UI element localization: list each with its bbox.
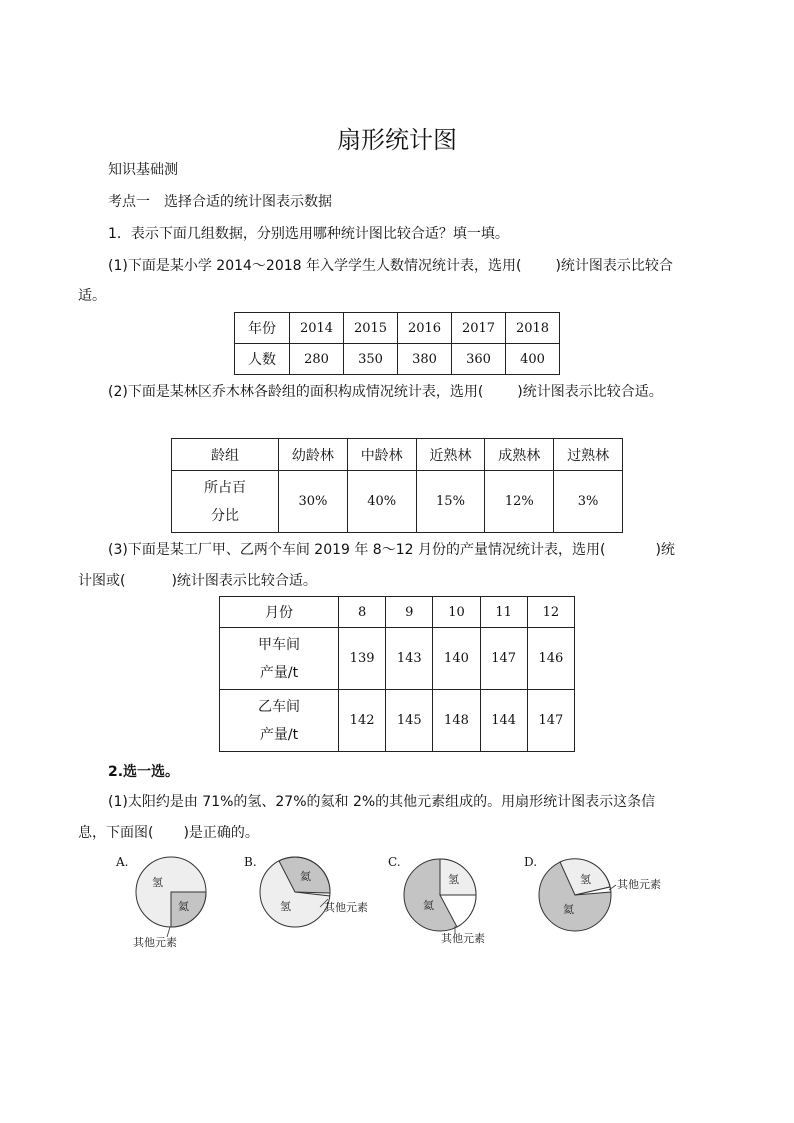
label-line: 甲车间 (258, 636, 300, 653)
question-1-part-2 (108, 382, 663, 402)
table-cell: 12 (527, 597, 574, 628)
label-line: 产量/t (259, 726, 299, 743)
q1-p2-text-b: )统计图表示比较合适。 (517, 384, 663, 400)
option-a-pie[interactable] (120, 850, 230, 955)
table-cell: 2015 (344, 313, 398, 344)
option-c-pie[interactable] (395, 850, 505, 950)
table-cell: 9 (386, 597, 433, 628)
table-header-workshop-b (220, 690, 339, 752)
q2-p1-text-b: 息，下面图( (78, 825, 154, 841)
q1-p3-text-d: )统计图表示比较合适。 (171, 573, 317, 589)
label-line: 产量/t (259, 664, 299, 681)
table-cell: 147 (527, 690, 574, 752)
q1-p1-text-c: 适。 (78, 288, 106, 304)
table-cell: 8 (339, 597, 386, 628)
table-cell: 144 (480, 690, 527, 752)
pie-label: 氦 (563, 903, 574, 916)
table-cell: 15% (416, 471, 485, 533)
question-1-part-3 (108, 540, 675, 560)
q1-p3-text-a: (3)下面是某工厂甲、乙两个车间 2019 年 8～12 月份的产量情况统计表，选用( (108, 542, 606, 558)
table-cell: 146 (527, 628, 574, 690)
table-cell: 139 (339, 628, 386, 690)
table-cell: 3% (554, 471, 623, 533)
pie-label: 其他元素 (133, 936, 177, 949)
q1-p3-text-c: 计图或( (78, 573, 126, 589)
section-heading: 知识基础测 (108, 162, 178, 178)
table-cell: 2016 (398, 313, 452, 344)
q1-p1-text-a: (1)下面是某小学 2014～2018 年入学学生人数情况统计表，选用( (108, 258, 522, 274)
label-line: 乙车间 (258, 698, 300, 715)
question-2-part-1-cont (78, 823, 259, 843)
label-line: 分比 (211, 507, 239, 524)
table-cell: 2014 (290, 313, 344, 344)
table-cell: 400 (506, 344, 560, 375)
option-d-pie[interactable] (530, 850, 700, 940)
pie-label: 氢 (280, 900, 291, 913)
q1-p1-text-b: )统计图表示比较合 (555, 258, 673, 274)
table-cell: 140 (433, 628, 480, 690)
table-cell: 360 (452, 344, 506, 375)
pie-label: 氢 (152, 876, 163, 889)
table-cell: 2017 (452, 313, 506, 344)
option-b-letter: B. (244, 855, 257, 869)
table-cell: 2018 (506, 313, 560, 344)
table-cell: 过熟林 (554, 439, 623, 471)
table-cell: 10 (433, 597, 480, 628)
pie-label: 氦 (178, 900, 189, 913)
table-cell: 280 (290, 344, 344, 375)
question-2-heading: 2.选一选。 (108, 764, 180, 780)
q1-p3-text-b: )统 (655, 542, 675, 558)
pie-label: 氦 (300, 870, 311, 883)
option-b-pie[interactable] (250, 850, 380, 930)
pie-label: 氢 (580, 873, 591, 886)
question-2-part-1: (1)太阳约是由 71%的氢、27%的氦和 2%的其他元素组成的。用扇形统计图表示这条信 (108, 794, 656, 810)
table-cell: 350 (344, 344, 398, 375)
topic-heading: 考点一 选择合适的统计图表示数据 (108, 194, 332, 210)
enrollment-table (234, 312, 560, 375)
page-title: 扇形统计图 (337, 126, 457, 154)
table-cell: 380 (398, 344, 452, 375)
question-1-part-1 (108, 256, 673, 276)
question-1-part-3-cont (78, 571, 317, 591)
table-cell: 成熟林 (485, 439, 554, 471)
pie-label: 其他元素 (441, 932, 485, 945)
table-header-percent (172, 471, 279, 533)
forest-age-table (171, 438, 623, 533)
table-cell: 中龄林 (347, 439, 416, 471)
question-1-stem: 1．表示下面几组数据，分别选用哪种统计图比较合适？填一填。 (108, 226, 509, 242)
table-cell: 幼龄林 (279, 439, 348, 471)
q1-p2-text-a: (2)下面是某林区乔木林各龄组的面积构成情况统计表，选用( (108, 384, 484, 400)
label-line: 所占百 (204, 479, 246, 496)
option-c-letter: C. (388, 855, 401, 869)
pie-label: 其他元素 (324, 901, 368, 914)
table-header-group: 龄组 (172, 439, 279, 471)
q2-p1-text-c: )是正确的。 (183, 825, 259, 841)
table-cell: 11 (480, 597, 527, 628)
pie-label: 氦 (423, 899, 434, 912)
table-cell: 143 (386, 628, 433, 690)
table-cell: 145 (386, 690, 433, 752)
table-header-year: 年份 (235, 313, 290, 344)
table-header-month: 月份 (220, 597, 339, 628)
option-d-letter: D. (524, 855, 538, 869)
table-cell: 147 (480, 628, 527, 690)
table-cell: 148 (433, 690, 480, 752)
table-cell: 30% (279, 471, 348, 533)
table-header-count: 人数 (235, 344, 290, 375)
table-cell: 40% (347, 471, 416, 533)
pie-label: 氢 (448, 873, 459, 886)
pie-label: 其他元素 (617, 878, 661, 891)
workshop-output-table (219, 596, 575, 752)
table-cell: 近熟林 (416, 439, 485, 471)
table-cell: 12% (485, 471, 554, 533)
option-a-letter: A. (116, 855, 129, 869)
table-cell: 142 (339, 690, 386, 752)
table-header-workshop-a (220, 628, 339, 690)
